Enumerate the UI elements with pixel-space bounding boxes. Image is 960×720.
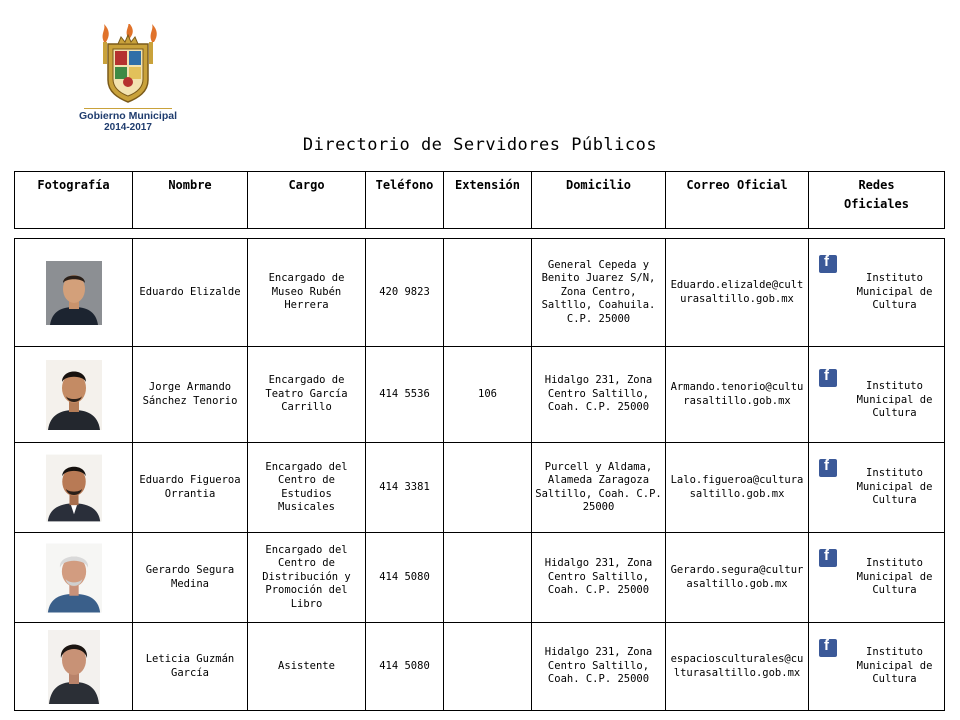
domicilio-cell: Hidalgo 231, Zona Centro Saltillo, Coah. C.P. 25000: [532, 347, 666, 443]
logo-divider: [84, 108, 172, 109]
name-cell: Jorge Armando Sánchez Tenorio: [133, 347, 248, 443]
redes-link[interactable]: Instituto Municipal de Cultura: [856, 380, 933, 420]
photo-cell: [15, 533, 133, 623]
redes-cell: [809, 533, 945, 623]
cargo-cell: Asistente: [248, 623, 366, 711]
name-cell: Eduardo Elizalde: [133, 239, 248, 347]
telefono-cell: 414 5080: [366, 623, 444, 711]
cargo-cell: Encargado del Centro de Distribución y Promoción del Libro: [248, 533, 366, 623]
correo-cell: [666, 623, 809, 711]
redes-link[interactable]: Instituto Municipal de Cultura: [856, 646, 933, 686]
header-telefono: Teléfono: [366, 172, 444, 229]
directory-header-table: [14, 171, 945, 229]
cargo-cell: Encargado de Teatro García Carrillo: [248, 347, 366, 443]
domicilio-cell: Purcell y Aldama, Alameda Zaragoza Saltillo, Coah. C.P. 25000: [532, 443, 666, 533]
redes-link[interactable]: Instituto Municipal de Cultura: [856, 467, 933, 507]
directory-table: [14, 238, 945, 711]
person-photo-icon: [46, 630, 102, 704]
domicilio-cell: Hidalgo 231, Zona Centro Saltillo, Coah. C.P. 25000: [532, 623, 666, 711]
header-extension: Extensión: [444, 172, 532, 229]
facebook-icon[interactable]: [819, 549, 837, 567]
logo-text-line1: Gobierno Municipal: [78, 110, 177, 122]
header-fotografia: Fotografía: [15, 172, 133, 229]
redes-link[interactable]: Instituto Municipal de Cultura: [856, 557, 933, 597]
person-photo-icon: [46, 360, 102, 430]
facebook-icon[interactable]: [819, 369, 837, 387]
redes-cell: [809, 239, 945, 347]
correo-cell: [666, 239, 809, 347]
email-link[interactable]: Gerardo.segura@culturasaltillo.gob.mx: [670, 564, 804, 590]
header-correo: Correo Oficial: [666, 172, 809, 229]
telefono-cell: 414 5536: [366, 347, 444, 443]
domicilio-cell: Hidalgo 231, Zona Centro Saltillo, Coah. C.P. 25000: [532, 533, 666, 623]
table-row: [15, 347, 945, 443]
telefono-cell: 414 5080: [366, 533, 444, 623]
extension-cell: [444, 239, 532, 347]
table-row: [15, 239, 945, 347]
email-link[interactable]: espaciosculturales@culturasaltillo.gob.mx: [670, 653, 804, 679]
table-row: [15, 533, 945, 623]
header-redes: Redes Oficiales: [809, 172, 945, 229]
telefono-cell: 420 9823: [366, 239, 444, 347]
redes-cell: [809, 623, 945, 711]
person-photo-icon: [46, 451, 102, 525]
facebook-icon[interactable]: [819, 459, 837, 477]
correo-cell: [666, 443, 809, 533]
email-link[interactable]: Armando.tenorio@culturasaltillo.gob.mx: [670, 381, 804, 407]
correo-cell: [666, 347, 809, 443]
name-cell: Eduardo Figueroa Orrantia: [133, 443, 248, 533]
cargo-cell: Encargado del Centro de Estudios Musicales: [248, 443, 366, 533]
header-domicilio: Domicilio: [532, 172, 666, 229]
telefono-cell: 414 3381: [366, 443, 444, 533]
photo-cell: [15, 443, 133, 533]
photo-cell: [15, 347, 133, 443]
name-cell: Leticia Guzmán García: [133, 623, 248, 711]
extension-cell: [444, 533, 532, 623]
table-row: [15, 623, 945, 711]
table-row: [15, 443, 945, 533]
logo-text-line2: 2014-2017: [104, 122, 152, 133]
extension-cell: [444, 623, 532, 711]
extension-cell: 106: [444, 347, 532, 443]
facebook-icon[interactable]: [819, 255, 837, 273]
redes-cell: [809, 347, 945, 443]
person-photo-icon: [46, 541, 102, 615]
header-nombre: Nombre: [133, 172, 248, 229]
name-cell: Gerardo Segura Medina: [133, 533, 248, 623]
page-title: Directorio de Servidores Públicos: [302, 135, 658, 155]
photo-cell: [15, 623, 133, 711]
correo-cell: [666, 533, 809, 623]
redes-link[interactable]: Instituto Municipal de Cultura: [856, 272, 933, 312]
header-row: [15, 172, 945, 229]
header-cargo: Cargo: [248, 172, 366, 229]
cargo-cell: Encargado de Museo Rubén Herrera: [248, 239, 366, 347]
facebook-icon[interactable]: [819, 639, 837, 657]
person-photo-icon: [46, 261, 102, 325]
domicilio-cell: General Cepeda y Benito Juarez S/N, Zona Centro, Saltllo, Coahuila. C.P. 25000: [532, 239, 666, 347]
coat-of-arms-icon: [94, 24, 162, 104]
redes-cell: [809, 443, 945, 533]
email-link[interactable]: Lalo.figueroa@culturasaltillo.gob.mx: [670, 474, 804, 500]
photo-cell: [15, 239, 133, 347]
email-link[interactable]: Eduardo.elizalde@culturasaltillo.gob.mx: [670, 279, 804, 305]
municipal-logo: [76, 24, 180, 134]
extension-cell: [444, 443, 532, 533]
